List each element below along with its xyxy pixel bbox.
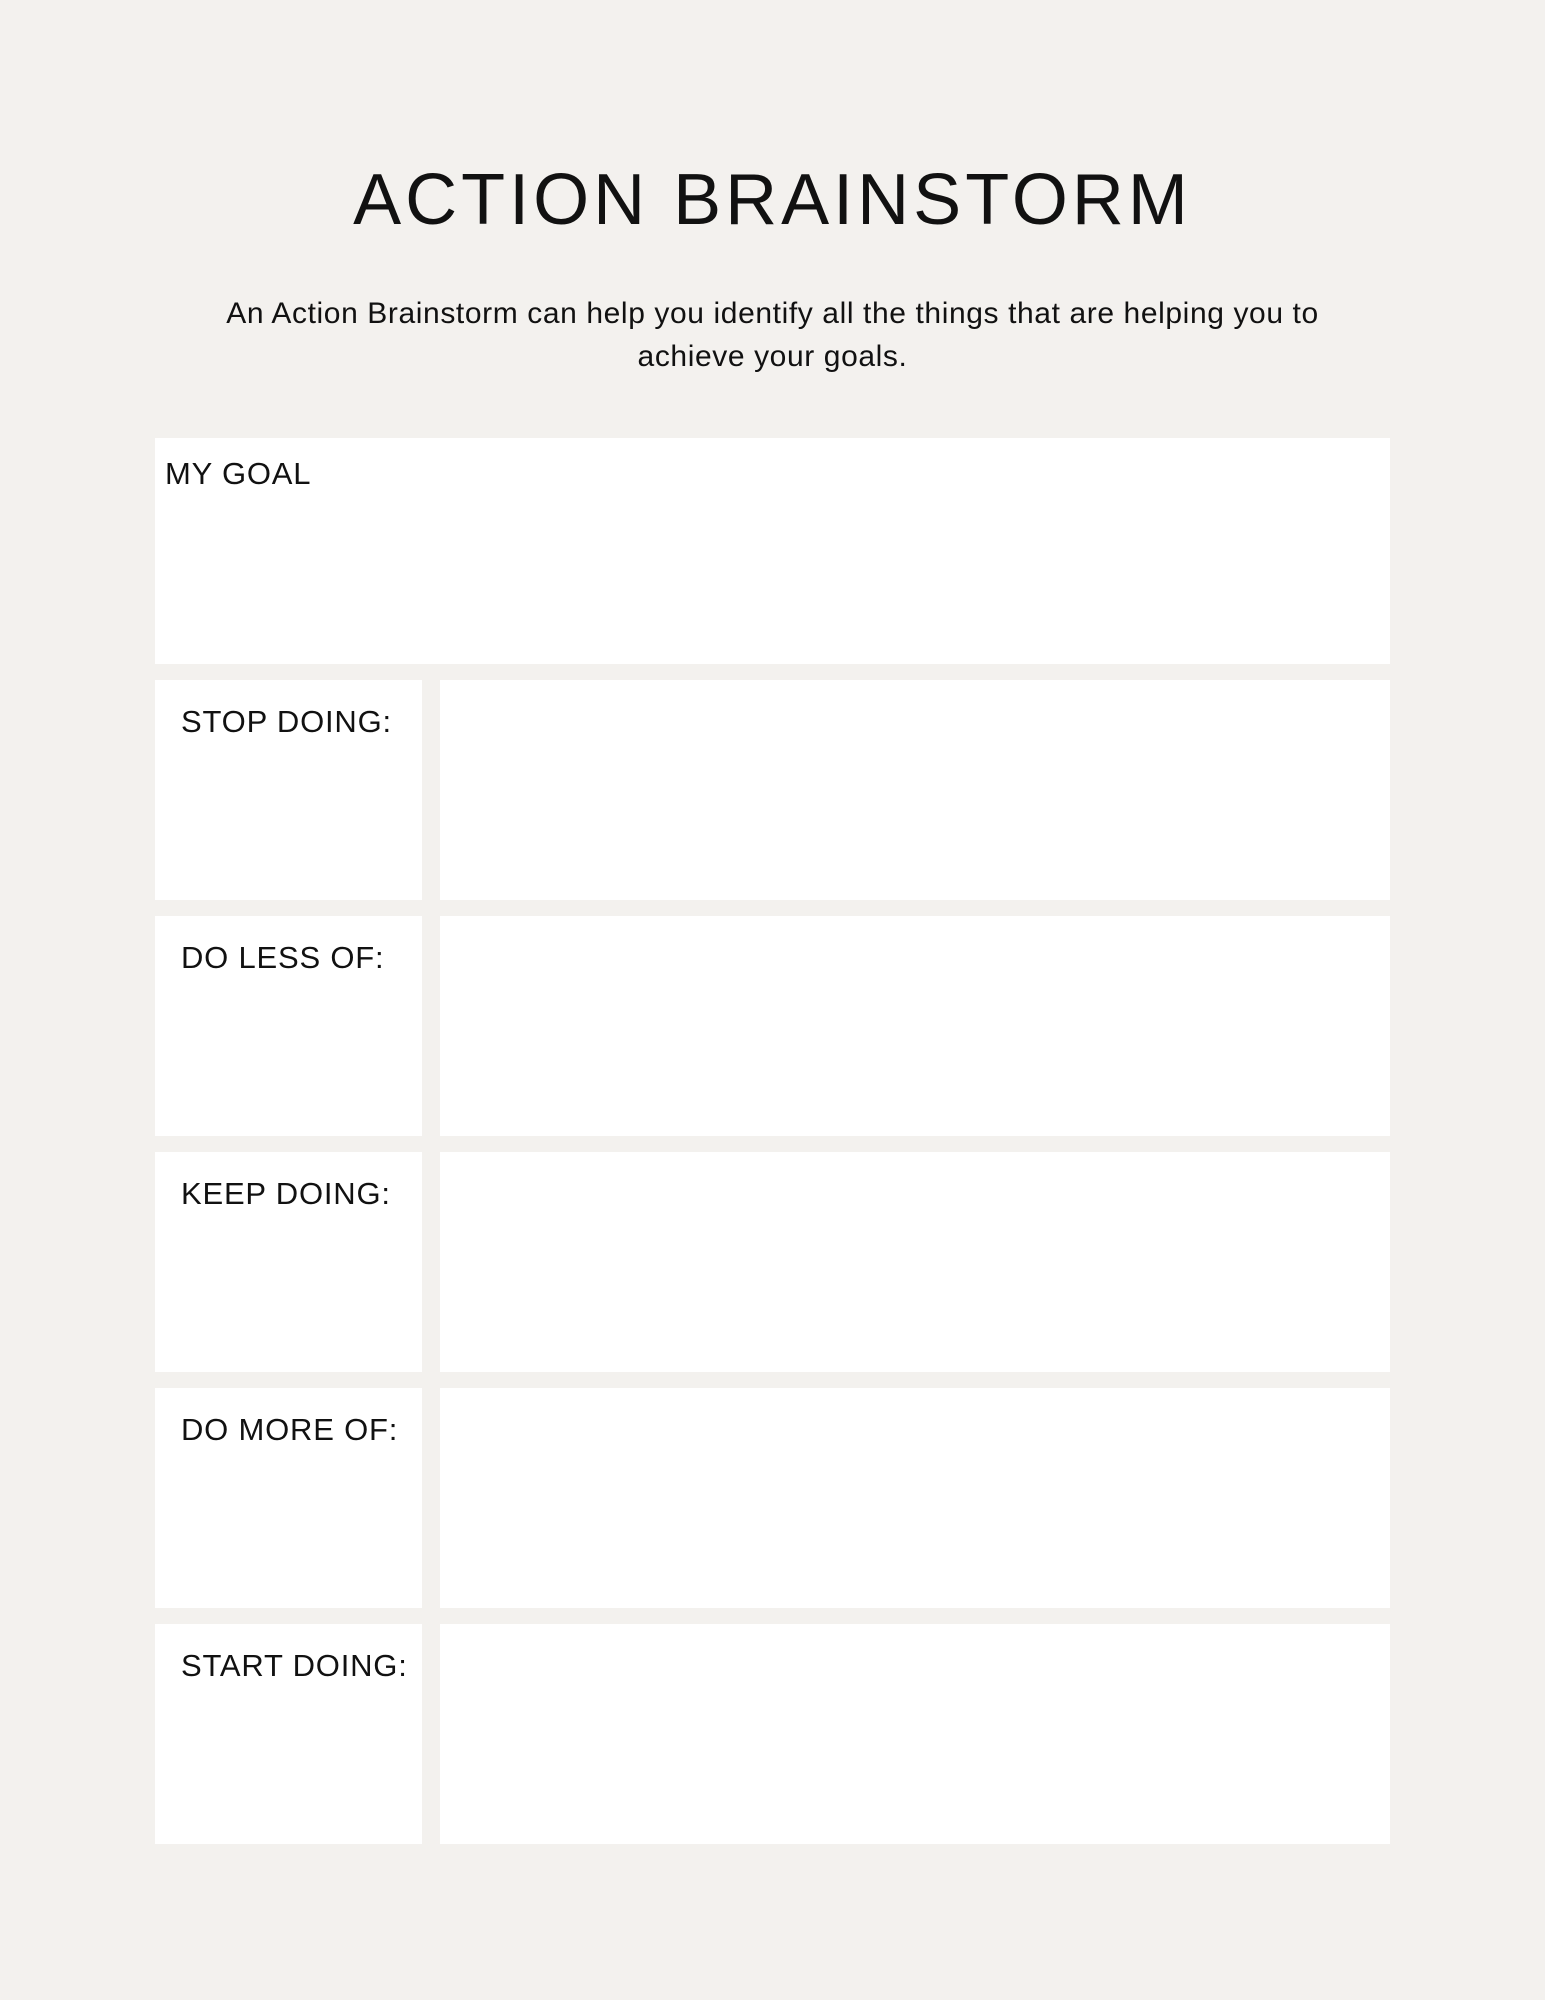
do-more-of-label: DO MORE OF: [181, 1412, 399, 1447]
page-subtitle: An Action Brainstorm can help you identify all the things that are helping you to achieve your goals. [226, 297, 1319, 373]
start-doing-answer-box[interactable] [440, 1624, 1390, 1844]
keep-doing-label-cell [155, 1152, 422, 1372]
page-title: ACTION BRAINSTORM [353, 160, 1192, 240]
goal-label: MY GOAL [165, 456, 312, 491]
goal-box[interactable] [155, 438, 1390, 664]
keep-doing-answer-box[interactable] [440, 1152, 1390, 1372]
do-less-of-label-cell [155, 916, 422, 1136]
start-doing-label: START DOING: [181, 1648, 408, 1683]
stop-doing-label: STOP DOING: [181, 704, 392, 739]
do-less-of-label: DO LESS OF: [181, 940, 385, 975]
do-more-of-answer-box[interactable] [440, 1388, 1390, 1608]
stop-doing-answer-box[interactable] [440, 680, 1390, 900]
stop-doing-label-cell [155, 680, 422, 900]
start-doing-label-cell [155, 1624, 422, 1844]
keep-doing-label: KEEP DOING: [181, 1176, 391, 1211]
do-more-of-label-cell [155, 1388, 422, 1608]
do-less-of-answer-box[interactable] [440, 916, 1390, 1136]
